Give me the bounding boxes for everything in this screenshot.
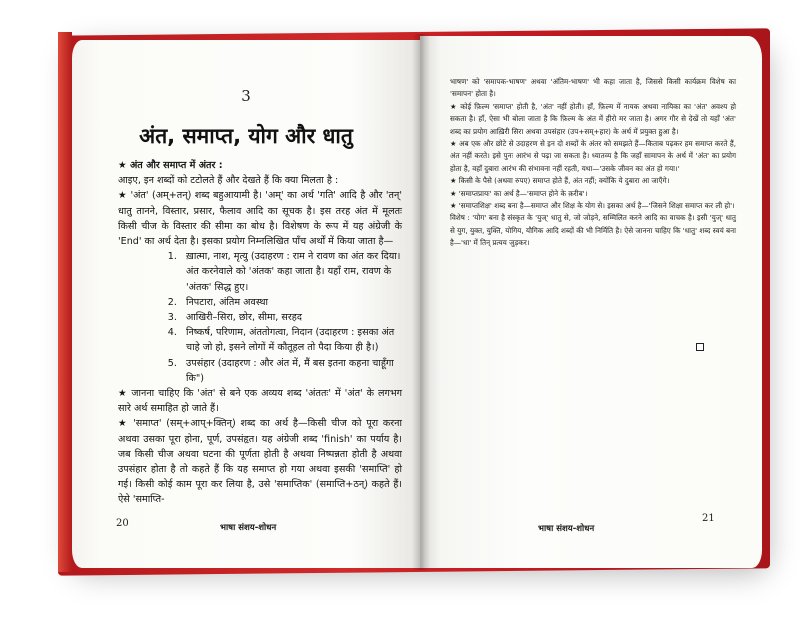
book-gutter [412, 34, 430, 570]
page-number: 20 [116, 518, 129, 529]
page-number: 21 [702, 513, 715, 524]
section-heading: ★ अंत और समाप्त में अंतर : [118, 160, 223, 171]
cover-edge [58, 32, 72, 572]
paragraph: ★ अब एक और छोटे से उदाहरण से इन दो शब्दों के अंतर को समझते हैं—किताब पढ़कर हम समाप्त करते हैं, अंत नहीं करते। इसे पुनः आरंभ से पढ़ा जा सकता है। ध्यातव्य है कि जहाँ सामापन के अर्थ में 'अंत' का प्रयोग होता है, वहाँ दुबारा आरंभ की संभावना नहीं रहती, यथा—'उसके जीवन का अंत हो गया।' [450, 139, 736, 173]
paragraph: ★ 'समाप्तशिक्ष' शब्द बना है—समाप्त और शिक्ष के योग से। इसका अर्थ है—'जिसने शिक्षा समाप्त कर ली हो'। [450, 201, 735, 211]
left-page [72, 40, 420, 568]
list-item: 2. निपटारा, अंतिम अवस्था [180, 295, 402, 310]
right-page-body [450, 76, 736, 250]
paragraph: आइए, इन शब्दों को टटोलते हैं और देखते हैं कि क्या मिलता है : [118, 175, 339, 187]
list-item: 1. ख़ात्मा, नाश, मृत्यु (उदाहरण : राम ने रावण का अंत कर दिया। अंत करनेवाले को 'अंतक' कहा जाता है। यहाँ राम, रावण के 'अंतक' सिद्ध हुए। [180, 249, 402, 295]
running-head: भाषा संशय-शोधन [538, 524, 595, 534]
right-page [420, 36, 762, 568]
paragraph: ★ 'अंत' (अम्+तन्) शब्द बहुआयामी है। 'अम्' का अर्थ 'गति' आदि है और 'तन्' धातु तानने, विस्तार, प्रसार, फैलाव आदि का सूचक है। इस तरह अंत में मूलतः किसी चीज के विस्तार की सीमा का बोध है। विशेषण के रूप में यह अंग्रेजी के 'End' का अर्थ देता है। इसका प्रयोग निम्नलिखित पाँच अर्थों में किया जाता है— [118, 190, 402, 248]
paragraph: ★ 'समाप्त' (सम्+आप्+क्तिन्) शब्द का अर्थ है—किसी चीज को पूरा करना अथवा उसका पूरा होना, पूर्ण, उपसंहृत। यह अंग्रेजी शब्द 'finish' का पर्याय है। जब किसी चीज अथवा घटना की पूर्णता होती है अथवा निष्पन्नता होती है अथवा उपसंहार होता है तो कहते हैं कि यह समाप्त हो गया अथवा इसकी 'समाप्ति' हो गई। किसी कोई काम पूरा कर लिया है, उसे 'समाप्तिक' (समाप्ति+ठन्) कहते हैं। ऐसे 'समाप्ति- [118, 418, 402, 506]
paragraph: ★ कोई फ़िल्म 'समाप्त' होती है, 'अंत' नहीं होती। हाँ, फ़िल्म में नायक अथवा नायिका का 'अंत' अवश्य हो सकता है। हाँ, ऐसा भी बोला जाता है कि फ़िल्म के अंत में हीरो मर जाता है। अगर गौर से देखें तो यहाँ 'अंत' शब्द का प्रयोग आख़िरी सिरा अथवा उपसंहार (उप+सम्+हार) के अर्थ में प्रयुक्त हुआ है। [450, 101, 736, 136]
paragraph: ★ 'समाप्तप्रायः' का अर्थ है—'समाप्त होने के क़रीब'। [450, 188, 588, 198]
end-of-chapter-mark [696, 343, 704, 351]
paragraph: ★ जानना चाहिए कि 'अंत' से बने एक अव्यय शब्द 'अंततः' में 'अंत' के लगभग सारे अर्थ समाहित हो जाते हैं। [118, 388, 402, 415]
paragraph: ★ किसी के पैसे (अथवा रुपए) समाप्त होते हैं, अंत नहीं; क्योंकि ये दुबारा आ जाएँगे। [450, 176, 670, 186]
list-item: 5. उपसंहार (उदाहरण : और अंत में, मैं बस इतना कहना चाहूँगा कि") [180, 356, 402, 386]
paragraph: भाषण' को 'समापक-भाषण' अथवा 'अंतिम-भाषण' भी कहा जाता है, जिससे किसी कार्यक्रम विशेष का 'समापन' होता है। [450, 77, 736, 99]
list-item: 3. आखिरी–सिरा, छोर, सीमा, सरहद [180, 310, 402, 325]
chapter-number: 3 [241, 87, 251, 105]
left-page-body [118, 158, 402, 508]
running-head: भाषा संशय-शोधन [220, 523, 277, 533]
list-item: 4. निष्कर्ष, परिणाम, अंततोगत्वा, निदान (उदाहरण : इसका अंत चाहे जो हो, इसने लोगों में कौतूहल तो पैदा किया ही है।) [180, 325, 402, 355]
meaning-list [118, 249, 402, 386]
paragraph: विशेष : 'योग' बना है संस्कृत के 'युज्' धातु से, जो जोड़ने, सम्मिलित करने आदि का वाचक है। इसी 'युज्' धातु से युग, युक्त, युक्ति, योगिय, यौगिक आदि शब्दों की भी निर्मिति है। ऐसे जानना चाहिए कि 'धातु' शब्द स्वयं बना है—'धा' में तिन् प्रत्यय जुड़कर। [450, 213, 736, 248]
chapter-title: अंत, समाप्त, योग और धातु [139, 124, 353, 148]
